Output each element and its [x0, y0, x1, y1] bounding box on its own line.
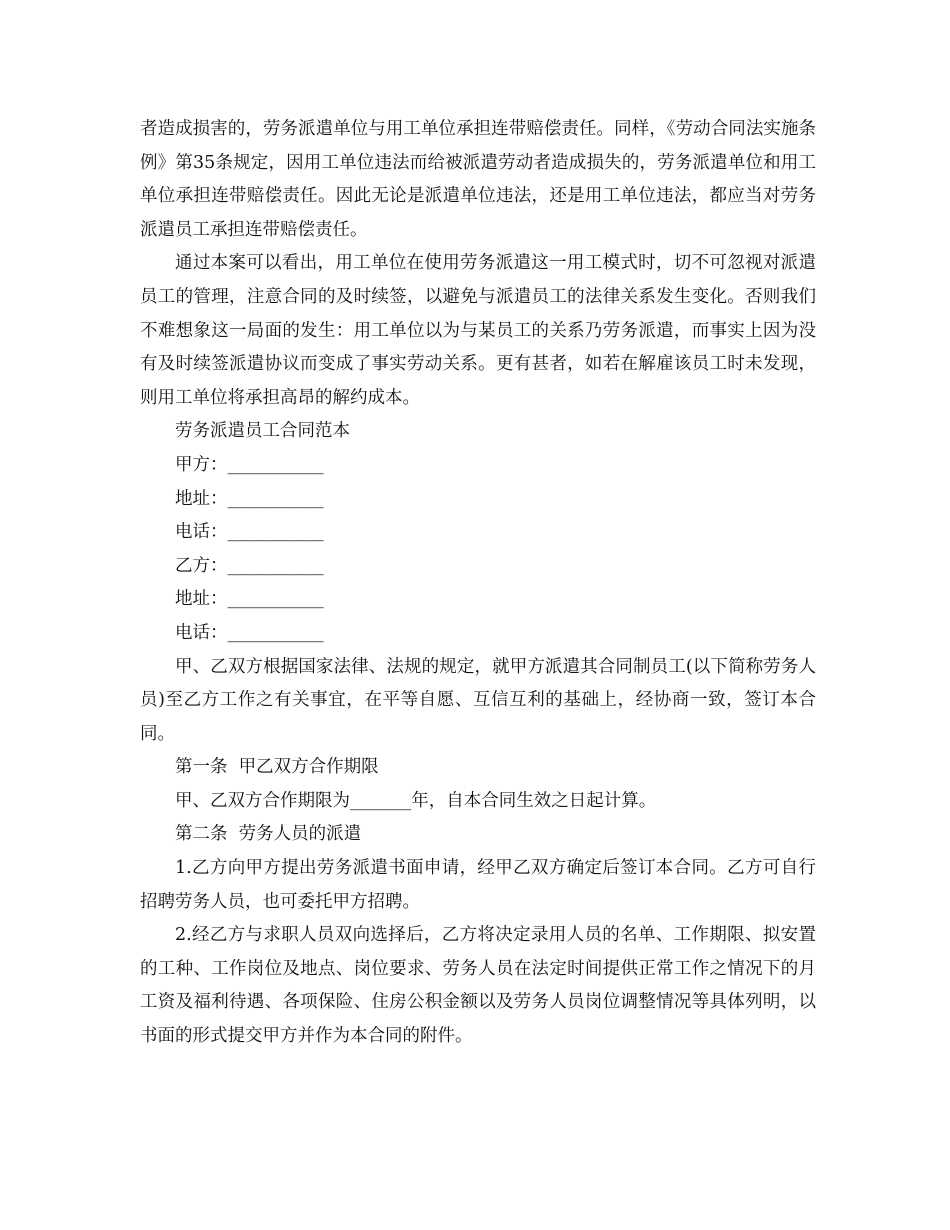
field-party-a [140, 449, 816, 483]
field-phone-a [140, 516, 816, 550]
field-label: 甲方： [175, 454, 228, 475]
field-phone-b [140, 617, 816, 651]
field-address-a [140, 483, 816, 517]
field-blank: ___________ [227, 555, 324, 576]
field-blank: ___________ [227, 488, 324, 509]
field-party-b [140, 550, 816, 584]
field-label: 电话： [175, 522, 228, 543]
paragraph-liability: 者造成损害的，劳务派遣单位与用工单位承担连带赔偿责任。同样，《劳动合同法实施条例》第35条规定，因用工单位违法而给被派遣劳动者造成损失的，劳务派遣单位和用工单位承担连带赔偿责任。因此无论是派遣单位违法，还是用工单位违法，都应当对劳务派遣员工承担连带赔偿责任。 [140, 119, 816, 240]
document-page [140, 113, 816, 1054]
field-label: 乙方： [175, 555, 228, 576]
article-1-heading: 第一条 甲乙双方合作期限 [175, 757, 379, 778]
contract-preamble: 甲、乙双方根据国家法律、法规的规定，就甲方派遣其合同制员工(以下简称劳务人员)至乙方工作之有关事宜，在平等自愿、互信互利的基础上，经协商一致，签订本合同。 [140, 656, 816, 744]
field-blank: ___________ [227, 454, 324, 475]
field-label: 地址： [175, 488, 228, 509]
field-label: 地址： [175, 589, 228, 610]
paragraph-case-analysis: 通过本案可以看出，用工单位在使用劳务派遣这一用工模式时，切不可忽视对派遣员工的管理，注意合同的及时续签，以避免与派遣员工的法律关系发生变化。否则我们不难想象这一局面的发生：用工单位以为与某员工的关系乃劳务派遣，而事实上因为没有及时续签派遣协议而变成了事实劳动关系。更有甚者，如若在解雇该员工时未发现，则用工单位将承担高昂的解约成本。 [140, 253, 816, 408]
article-2-heading: 第二条 劳务人员的派遣 [175, 824, 362, 845]
field-blank: ___________ [227, 522, 324, 543]
article-2-item-1: 1.乙方向甲方提出劳务派遣书面申请，经甲乙双方确定后签订本合同。乙方可自行招聘劳务人员，也可委托甲方招聘。 [140, 858, 816, 912]
field-blank: ___________ [227, 622, 324, 643]
field-label: 电话： [175, 622, 228, 643]
field-address-b [140, 583, 816, 617]
article-1-text: 甲、乙双方合作期限为_______年，自本合同生效之日起计算。 [175, 790, 657, 811]
article-2-item-2: 2.经乙方与求职人员双向选择后，乙方将决定录用人员的名单、工作期限、拟安置的工种、工作岗位及地点、岗位要求、劳务人员在法定时间提供正常工作之情况下的月工资及福利待遇、各项保险、住房公积金额以及劳务人员岗位调整情况等具体列明，以书面的形式提交甲方并作为本合同的附件。 [140, 925, 816, 1047]
contract-title: 劳务派遣员工合同范本 [175, 421, 350, 442]
field-blank: ___________ [227, 589, 324, 610]
